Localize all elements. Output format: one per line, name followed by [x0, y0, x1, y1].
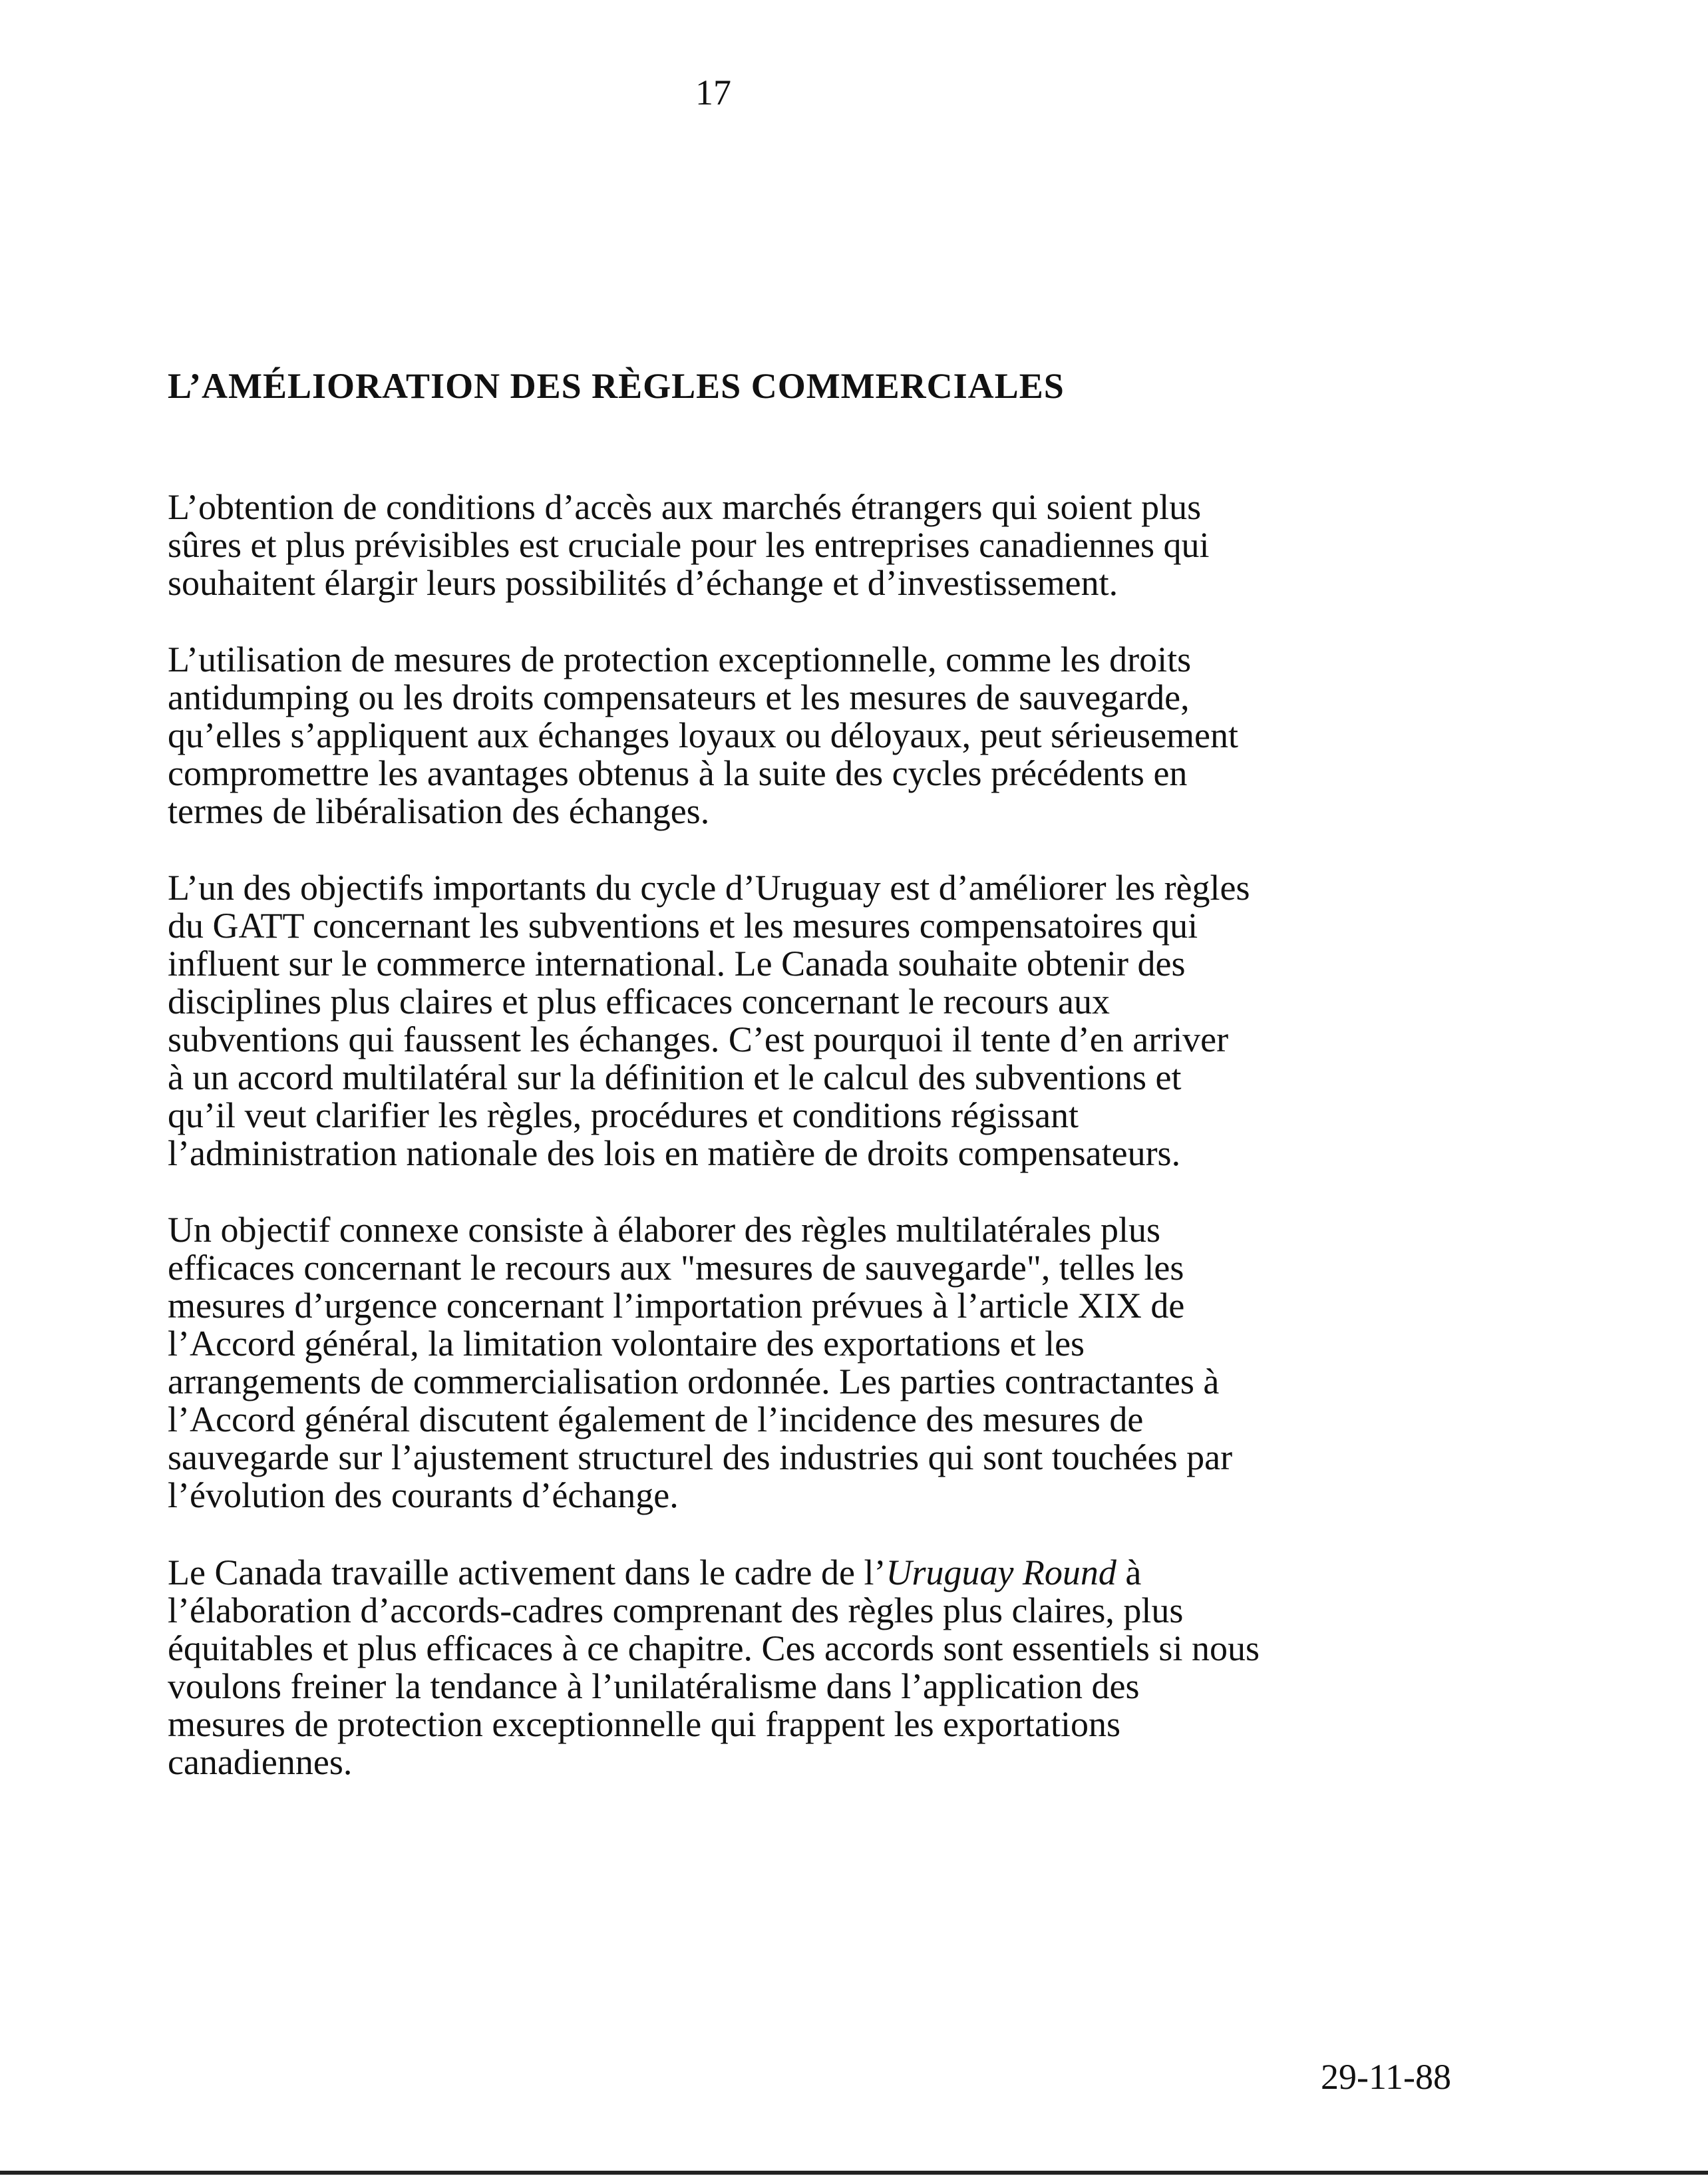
text-line: compromettre les avantages obtenus à la suite des cycles précédents en — [168, 753, 1188, 793]
text-line: antidumping ou les droits compensateurs et les mesures de sauvegarde, — [168, 677, 1190, 717]
text-line: Un objectif connexe consiste à élaborer des règles multilatérales plus — [168, 1210, 1160, 1250]
text-line: disciplines plus claires et plus efficaces concernant le recours aux — [168, 982, 1110, 1021]
page-number: 17 — [695, 73, 731, 112]
paragraph-2 — [168, 641, 1498, 830]
text-span: à — [1116, 1552, 1142, 1592]
text-line: mesures de protection exceptionnelle qui frappent les exportations — [168, 1704, 1121, 1744]
text-line: l’administration nationale des lois en matière de droits compensateurs. — [168, 1133, 1181, 1173]
text-line: qu’elles s’appliquent aux échanges loyaux ou déloyaux, peut sérieusement — [168, 715, 1239, 755]
text-line: L’un des objectifs importants du cycle d’Uruguay est d’améliorer les règles — [168, 868, 1250, 908]
text-line: sûres et plus prévisibles est cruciale pour les entreprises canadiennes qui — [168, 525, 1210, 565]
bottom-rule — [0, 2171, 1708, 2175]
paragraph-3 — [168, 869, 1498, 1173]
text-line: L’obtention de conditions d’accès aux marchés étrangers qui soient plus — [168, 487, 1202, 527]
paragraph-1 — [168, 488, 1498, 602]
text-line: voulons freiner la tendance à l’unilatéralisme dans l’application des — [168, 1666, 1140, 1706]
italic-title: Uruguay Round — [886, 1552, 1116, 1592]
text-line: souhaitent élargir leurs possibilités d’échange et d’investissement. — [168, 563, 1118, 603]
text-line: l’Accord général, la limitation volontaire des exportations et les — [168, 1324, 1085, 1364]
text-line: arrangements de commercialisation ordonnée. Les parties contractantes à — [168, 1362, 1220, 1401]
paragraph-4 — [168, 1211, 1498, 1515]
text-line: canadiennes. — [168, 1742, 353, 1782]
text-line: équitables et plus efficaces à ce chapitre. Ces accords sont essentiels si nous — [168, 1628, 1260, 1668]
text-line: l’Accord général discutent également de l’incidence des mesures de — [168, 1399, 1144, 1439]
text-line: sauvegarde sur l’ajustement structurel des industries qui sont touchées par — [168, 1437, 1233, 1477]
text-span: Le Canada travaille activement dans le cadre de l’ — [168, 1552, 886, 1592]
text-line: L’utilisation de mesures de protection exceptionnelle, comme les droits — [168, 639, 1192, 679]
paragraph-5 — [168, 1554, 1498, 1781]
section-heading: L’AMÉLIORATION DES RÈGLES COMMERCIALES — [168, 366, 1065, 406]
date-stamp: 29-11-88 — [1321, 2057, 1451, 2097]
text-line: à un accord multilatéral sur la définition et le calcul des subventions et — [168, 1057, 1182, 1097]
text-line: l’évolution des courants d’échange. — [168, 1475, 679, 1515]
text-line: termes de libéralisation des échanges. — [168, 791, 710, 831]
text-line: mesures d’urgence concernant l’importation prévues à l’article XIX de — [168, 1286, 1185, 1326]
text-line: qu’il veut clarifier les règles, procédures et conditions régissant — [168, 1095, 1079, 1135]
text-line: subventions qui faussent les échanges. C’est pourquoi il tente d’en arriver — [168, 1019, 1229, 1059]
text-line-first — [168, 1554, 1498, 1592]
text-line: du GATT concernant les subventions et les mesures compensatoires qui — [168, 906, 1198, 946]
text-line: l’élaboration d’accords-cadres comprenant des règles plus claires, plus — [168, 1590, 1184, 1630]
text-line: influent sur le commerce international. Le Canada souhaite obtenir des — [168, 944, 1186, 984]
text-line: efficaces concernant le recours aux "mesures de sauvegarde", telles les — [168, 1248, 1184, 1288]
